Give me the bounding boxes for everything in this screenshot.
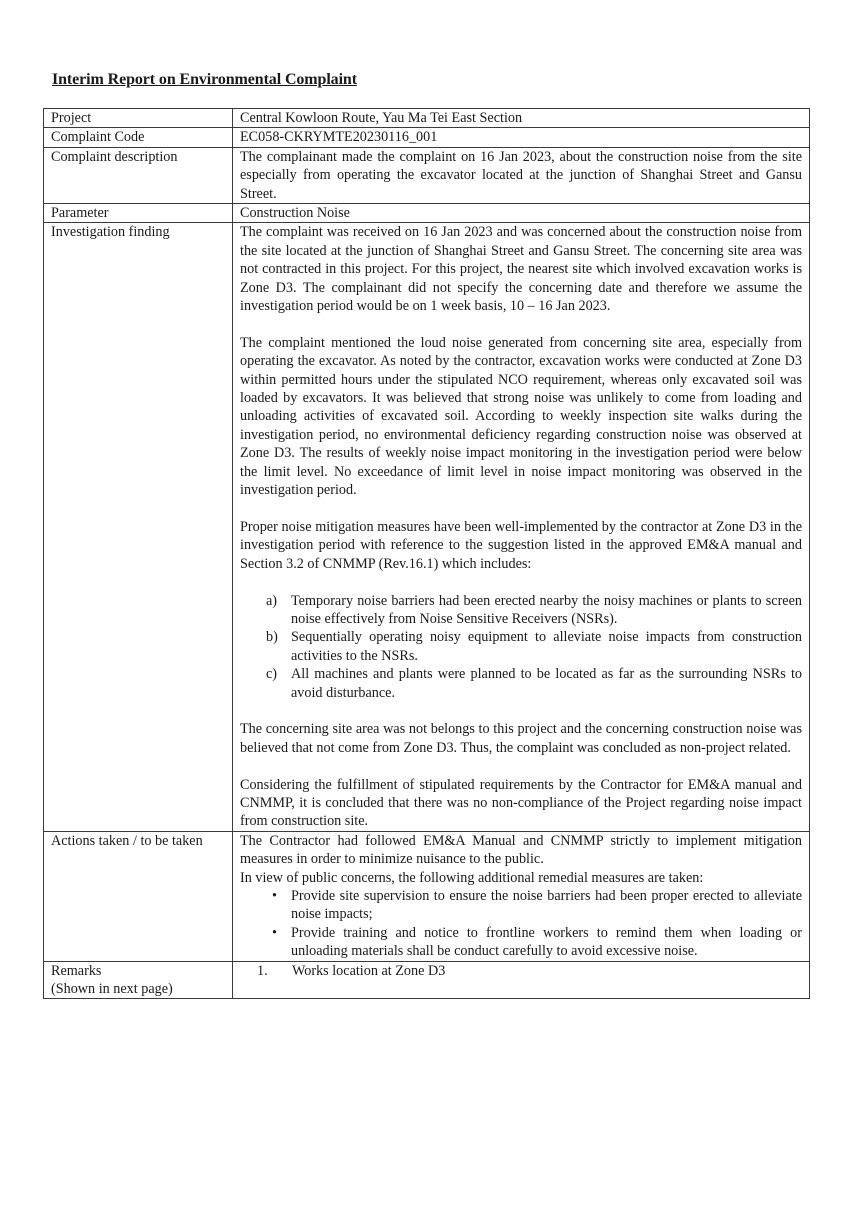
- complaint-report-table: [43, 108, 810, 999]
- row-remarks: [44, 961, 810, 999]
- list-marker: 1.: [257, 962, 268, 979]
- list-marker: b): [266, 629, 278, 646]
- row-project: [44, 109, 810, 128]
- complaint-code-label: Complaint Code: [44, 128, 233, 147]
- actions-lead: In view of public concerns, the following additional remedial measures are taken:: [240, 869, 704, 886]
- document-title: Interim Report on Environmental Complaint: [52, 71, 357, 88]
- conclusion-paragraph-1: The concerning site area was not belongs to this project and the concerning construction noise was believed that not come from Zone D3. Thus, the complaint was concluded as non-project related.: [240, 721, 802, 756]
- list-item-text: Sequentially operating noisy equipment to alleviate noise impacts from construction activities to the NSRs.: [291, 629, 802, 664]
- remarks-list: [240, 962, 802, 980]
- list-item-text: Provide site supervision to ensure the noise barriers had been proper erected to alleviate noise impacts;: [291, 887, 802, 923]
- remedial-measures-list: [240, 887, 802, 961]
- project-value: Central Kowloon Route, Yau Ma Tei East Section: [233, 109, 810, 128]
- row-parameter: [44, 204, 810, 223]
- complaint-description-label: Complaint description: [44, 147, 233, 203]
- row-complaint-description: [44, 147, 810, 203]
- list-marker: a): [266, 592, 278, 609]
- list-item: [240, 592, 802, 629]
- list-item: [240, 962, 802, 980]
- actions-intro: The Contractor had followed EM&A Manual and CNMMP strictly to implement mitigation measures in order to minimize nuisance to the public.: [240, 832, 802, 868]
- actions-value: [233, 831, 810, 961]
- list-item-text: Provide training and notice to frontline workers to remind them when loading or unloading materials shall be conduct carefully to avoid excessive noise.: [291, 924, 802, 960]
- mitigation-measures-list: [240, 592, 802, 702]
- complaint-code-value: EC058-CKRYMTE20230116_001: [233, 128, 810, 147]
- list-item-text: All machines and plants were planned to be located as far as the surrounding NSRs to avoid disturbance.: [291, 666, 802, 701]
- remarks-sublabel: (Shown in next page): [51, 981, 173, 998]
- list-item: [240, 628, 802, 665]
- finding-paragraph-1: The complaint was received on 16 Jan 2023 and was concerned about the construction noise from the site located at the junction of Shanghai Street and Gansu Street. The concerning site area was not contracted in this project. For this project, the nearest site which involved excavation works is Zone D3. The complainant did not specify the concerning date and therefore we assume the investigation period would be on 1 week basis, 10 – 16 Jan 2023.: [240, 224, 802, 315]
- remarks-label: Remarks: [51, 962, 102, 979]
- row-complaint-code: [44, 128, 810, 147]
- remarks-label-cell: [44, 961, 233, 999]
- actions-label: Actions taken / to be taken: [44, 831, 233, 961]
- row-investigation-finding: [44, 223, 810, 831]
- complaint-description-value: The complainant made the complaint on 16 Jan 2023, about the construction noise from the site especially from operating the excavator located at the junction of Shanghai Street and Gansu Street.: [233, 147, 810, 203]
- list-item: [240, 887, 802, 924]
- list-marker: c): [266, 666, 278, 683]
- finding-paragraph-3: Proper noise mitigation measures have been well-implemented by the contractor at Zone D3 in the investigation period with reference to the suggestion listed in the approved EM&A manual and Section 3.2 of CNMMP (Rev.16.1) which includes:: [240, 518, 802, 572]
- finding-paragraph-2: The complaint mentioned the loud noise generated from concerning site area, especially from operating the excavator. As noted by the contractor, excavation works were conducted at Zone D3 within permitted hours under the stipulated NCO requirement, whereas only excavated soil was loaded by excavators. It was believed that strong noise was unlikely to come from loading and unloading activities of excavated soil. According to weekly inspection site walks during the investigation period, no environmental deficiency regarding construction noise was observed at Zone D3. The results of weekly noise impact monitoring in the investigation period were below the limit level. No exceedance of limit level in noise impact monitoring was observed in the investigation period.: [240, 334, 802, 499]
- bullet-icon: •: [272, 924, 277, 941]
- remarks-value: [233, 961, 810, 999]
- list-item: [240, 665, 802, 702]
- list-item-text: Works location at Zone D3: [292, 962, 446, 979]
- list-item: [240, 924, 802, 961]
- bullet-icon: •: [272, 887, 277, 904]
- investigation-finding-value: [233, 223, 810, 831]
- investigation-finding-label: Investigation finding: [44, 223, 233, 831]
- project-label: Project: [44, 109, 233, 128]
- row-actions: [44, 831, 810, 961]
- parameter-label: Parameter: [44, 204, 233, 223]
- conclusion-paragraph-2: Considering the fulfillment of stipulated requirements by the Contractor for EM&A manual and CNMMP, it is concluded that there was no non-compliance of the Project regarding noise impact from construction site.: [240, 776, 802, 830]
- list-item-text: Temporary noise barriers had been erected nearby the noisy machines or plants to screen noise effectively from Noise Sensitive Receivers (NSRs).: [291, 592, 802, 627]
- parameter-value: Construction Noise: [233, 204, 810, 223]
